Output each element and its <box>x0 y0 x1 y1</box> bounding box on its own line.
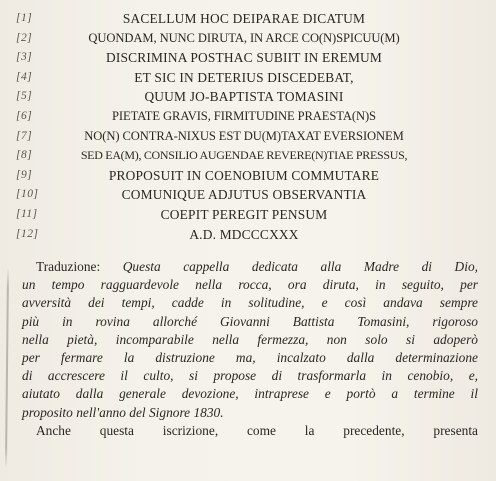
inscription-line <box>0 166 496 186</box>
translation-line: un tempo ragguardevole nella rocca, ora diruta, in seguito, per <box>22 277 478 293</box>
inscription-line <box>0 127 496 147</box>
translation-paragraph <box>22 258 478 440</box>
line-number: [9] <box>16 168 33 181</box>
line-number: [8] <box>16 149 33 162</box>
inscription-text: PROPOSUIT IN COENOBIUM COMMUTARE <box>108 167 380 183</box>
inscription-text: NO(N) CONTRA-NIXUS EST DU(M)TAXAT EVERSIONEM <box>84 128 404 143</box>
translation-text: Questa cappella dedicata alla Madre di Dio, <box>122 259 478 274</box>
inscription-line <box>0 225 496 245</box>
translation-line: proposito nell'anno del Signore 1830. <box>22 404 224 420</box>
inscription-text: SED EA(M), CONSILIO AUGENDAE REVERE(N)TIAE PRESSUS, <box>80 148 408 163</box>
inscription-text: QUUM JO-BAPTISTA TOMASINI <box>144 89 344 105</box>
pencil-margin-mark <box>5 268 9 468</box>
translation-label: Traduzione: <box>36 259 101 274</box>
translation-line: più in rovina allorché Giovanni Battista Tomasini, rigoroso <box>22 313 478 329</box>
inscription-text: QUONDAM, NUNC DIRUTA, IN ARCE CO(N)SPICUU(M) <box>88 30 400 45</box>
inscription-line <box>0 146 496 166</box>
translation-line: aiutato dalla generale devozione, intraprese e portò a termine il <box>22 386 478 402</box>
line-number: [11] <box>16 207 38 220</box>
next-paragraph-line: Anche questa iscrizione, come la precedente, presenta <box>36 422 478 438</box>
translation-line: per fermare la distruzione ma, incalzato dalla determinazione <box>22 350 478 366</box>
inscription-text: COEPIT PEREGIT PENSUM <box>160 206 328 222</box>
line-number: [7] <box>16 129 33 142</box>
inscription-text: PIETATE GRAVIS, FIRMITUDINE PRAESTA(N)S <box>112 108 376 123</box>
inscription-text: ET SIC IN DETERIUS DISCEDEBAT, <box>134 69 354 85</box>
line-number: [1] <box>16 12 33 24</box>
inscription-line <box>0 205 496 225</box>
inscription-line <box>0 107 496 127</box>
inscription-line <box>0 29 496 49</box>
translation-line: avversità dei tempi, cadde in solitudine, e così andava sempre <box>22 295 478 311</box>
inscription-text: COMUNIQUE ADJUTUS OBSERVANTIA <box>121 187 367 203</box>
translation-line: di accrescere il culto, si propose di trasformarla in cenobio, e, <box>22 368 478 384</box>
inscription-text: A.D. MDCCCXXX <box>189 226 299 242</box>
translation-line <box>22 258 478 276</box>
line-number: [2] <box>16 31 33 44</box>
inscription-line <box>0 87 496 107</box>
inscription-text: SACELLUM HOC DEIPARAE DICATUM <box>122 11 366 26</box>
line-number: [4] <box>16 70 33 83</box>
line-number: [5] <box>16 90 33 103</box>
line-number: [3] <box>16 51 33 64</box>
latin-inscription <box>0 9 496 244</box>
translation-line: nella pietà, incomparabile nella fermezza, non solo si adoperò <box>22 331 478 347</box>
inscription-text: DISCRIMINA POSTHAC SUBIIT IN EREMUM <box>105 50 383 66</box>
inscription-line <box>0 185 496 205</box>
line-number: [6] <box>16 109 33 122</box>
line-number: [10] <box>16 188 39 201</box>
line-number: [12] <box>16 227 39 240</box>
inscription-line <box>0 9 496 29</box>
inscription-line <box>0 68 496 88</box>
inscription-line <box>0 48 496 68</box>
